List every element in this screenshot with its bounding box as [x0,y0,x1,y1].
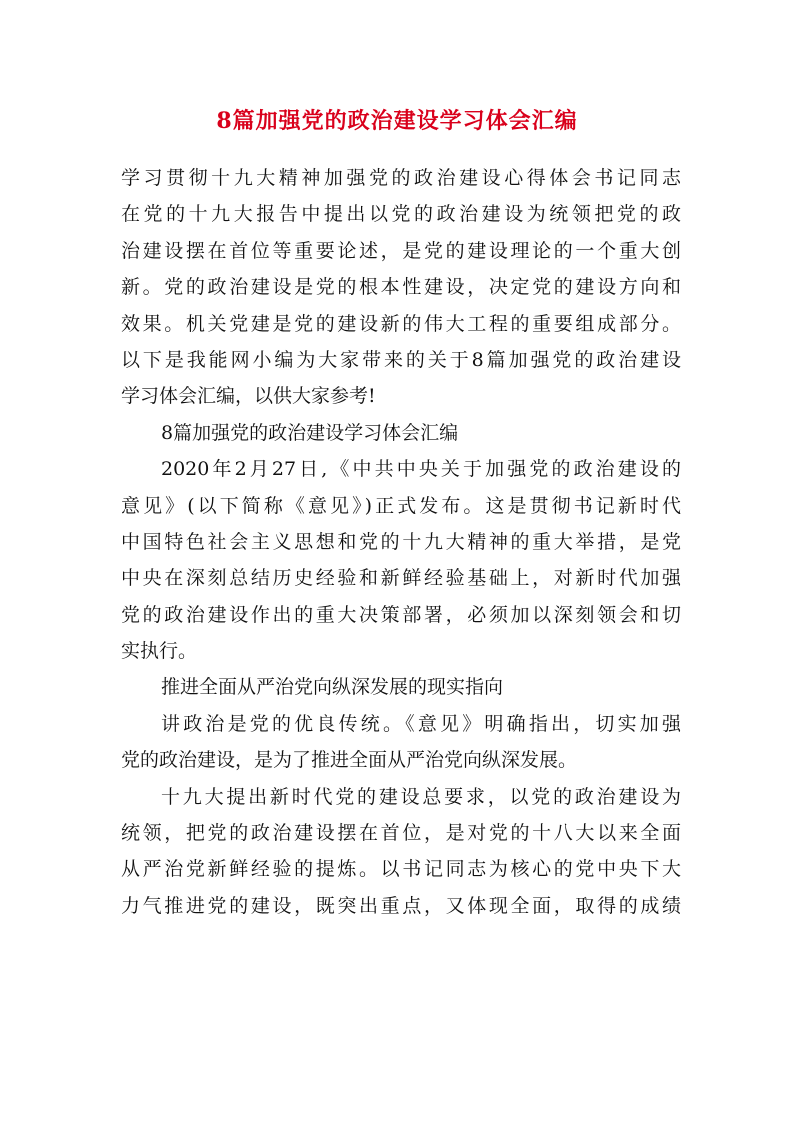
body-line: 意见》(以下简称《意见》)正式发布。这是贯彻书记新时代 [121,494,681,517]
body-line: 中国特色社会主义思想和党的十九大精神的重大举措，是党 [121,530,681,553]
body-line: 中央在深刻总结历史经验和新鲜经验基础上，对新时代加强 [121,567,681,590]
body-line: 2020年2月27日,《中共中央关于加强党的政治建设的 [161,458,681,481]
document-title: 8篇加强党的政治建设学习体会汇编 [216,108,578,134]
body-line: 效果。机关党建是党的建设新的伟大工程的重要组成部分。 [121,312,681,335]
body-line: 实执行。 [121,640,198,663]
body-line: 治建设摆在首位等重要论述，是党的建设理论的一个重大创 [121,239,681,262]
document-body [121,160,681,924]
body-line: 学习贯彻十九大精神加强党的政治建设心得体会书记同志 [121,167,681,189]
section-heading: 8篇加强党的政治建设学习体会汇编 [161,421,459,444]
body-line: 力气推进党的建设，既突出重点，又体现全面，取得的成绩 [121,894,681,917]
body-line: 在党的十九大报告中提出以党的政治建设为统领把党的政 [121,203,681,226]
body-line: 学习体会汇编，以供大家参考! [121,385,376,408]
body-line: 统领，把党的政治建设摆在首位，是对党的十八大以来全面 [121,822,681,845]
body-line: 党的政治建设，是为了推进全面从严治党向纵深发展。 [121,749,578,772]
body-line: 十九大提出新时代党的建设总要求，以党的政治建设为 [161,785,681,808]
body-line: 新。党的政治建设是党的根本性建设，决定党的建设方向和 [121,276,681,299]
section-heading: 推进全面从严治党向纵深发展的现实指向 [161,676,504,699]
body-line: 以下是我能网小编为大家带来的关于8篇加强党的政治建设 [121,348,681,371]
body-line: 从严治党新鲜经验的提炼。以书记同志为核心的党中央下大 [121,858,681,881]
body-line: 党的政治建设作出的重大决策部署，必须加以深刻领会和切 [121,603,681,626]
body-line: 讲政治是党的优良传统。《意见》明确指出，切实加强 [161,712,681,735]
